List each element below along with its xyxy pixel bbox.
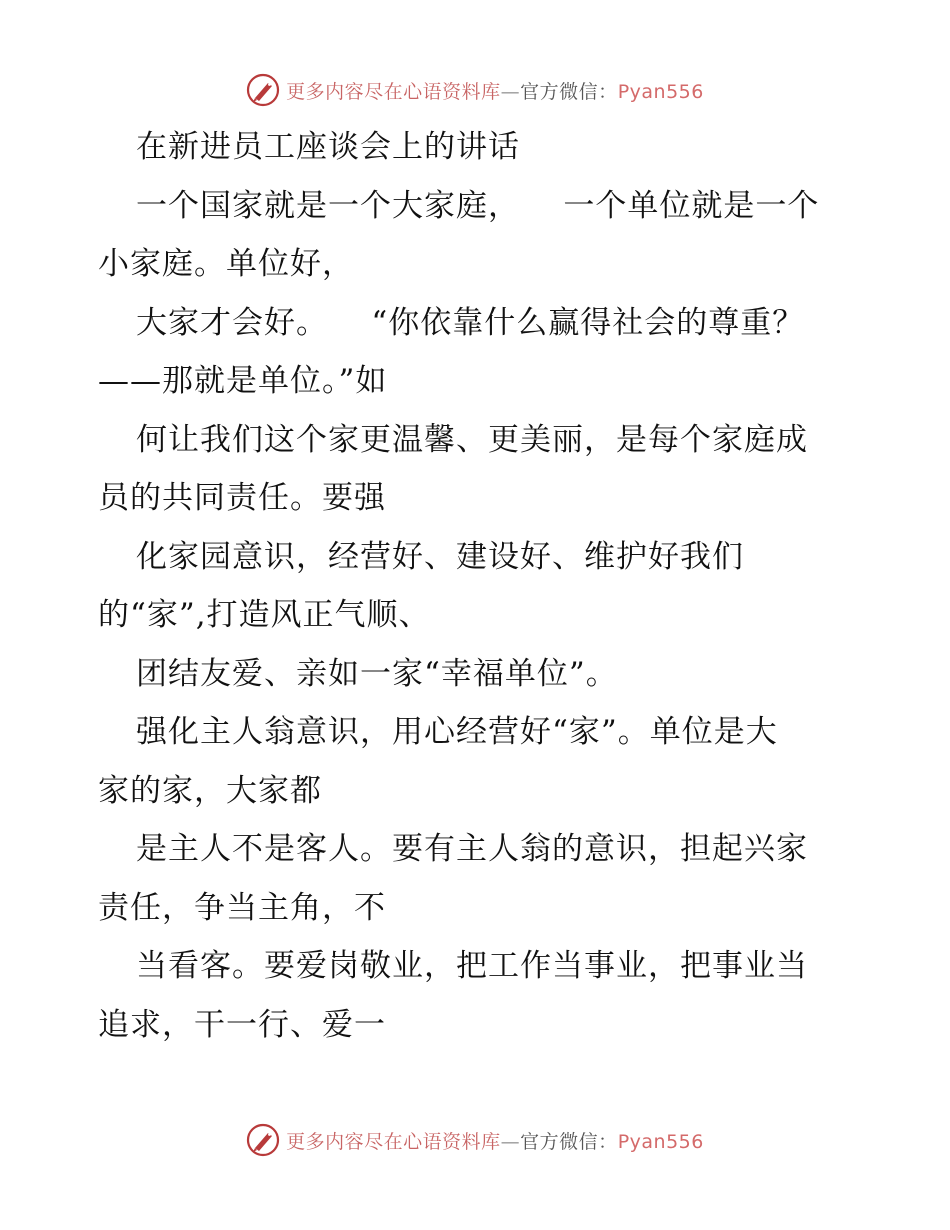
footer-banner [0, 1120, 950, 1160]
banner-main-text: 更多内容尽在心语资料库 [286, 1130, 501, 1153]
paragraph-line: 小家庭。单位好， [98, 246, 354, 282]
paragraph-line: 员的共同责任。要强 [98, 480, 386, 516]
paragraph-line: 团结友爱、亲如一家“幸福单位”。 [136, 655, 618, 692]
banner-wechat-id: Pyan556 [617, 80, 704, 103]
banner-official-text: 官方微信： [520, 1130, 618, 1153]
paragraph-line: 化家园意识，经营好、建设好、维护好我们 [136, 538, 744, 575]
document-body [98, 118, 858, 1054]
paragraph-line: 是主人不是客人。要有主人翁的意识，担起兴家 [136, 831, 808, 867]
paragraph-line: 责任，争当主角，不 [98, 889, 386, 926]
paragraph-line: 当看客。要爱岗敬业，把工作当事业，把事业当 [136, 948, 808, 984]
banner-text [286, 1127, 704, 1154]
paragraph-line: 何让我们这个家更温馨、更美丽，是每个家庭成 [136, 421, 808, 458]
paragraph-line: 大家才会好。 “你依靠什么赢得社会的尊重？ [136, 304, 805, 341]
header-banner [0, 70, 950, 110]
banner-dash: — [500, 1130, 521, 1153]
paragraph-line: 强化主人翁意识，用心经营好“家”。单位是大 [136, 714, 778, 750]
pen-nib-logo-icon [246, 1123, 280, 1157]
paragraph-line: ——那就是单位。”如 [98, 363, 388, 399]
pen-nib-logo-icon [246, 73, 280, 107]
banner-text [286, 77, 704, 104]
banner-dash: — [500, 80, 521, 103]
banner-official-text: 官方微信： [520, 80, 618, 103]
document-title: 在新进员工座谈会上的讲话 [136, 129, 520, 165]
paragraph-line: 家的家，大家都 [98, 772, 322, 809]
banner-wechat-id: Pyan556 [617, 1130, 704, 1153]
paragraph-line: 一个国家就是一个大家庭， 一个单位就是一个 [136, 187, 820, 224]
paragraph-line: 追求，干一行、爱一 [98, 1006, 386, 1043]
paragraph-line: 的“家”,打造风正气顺、 [98, 597, 431, 633]
banner-main-text: 更多内容尽在心语资料库 [286, 80, 501, 103]
